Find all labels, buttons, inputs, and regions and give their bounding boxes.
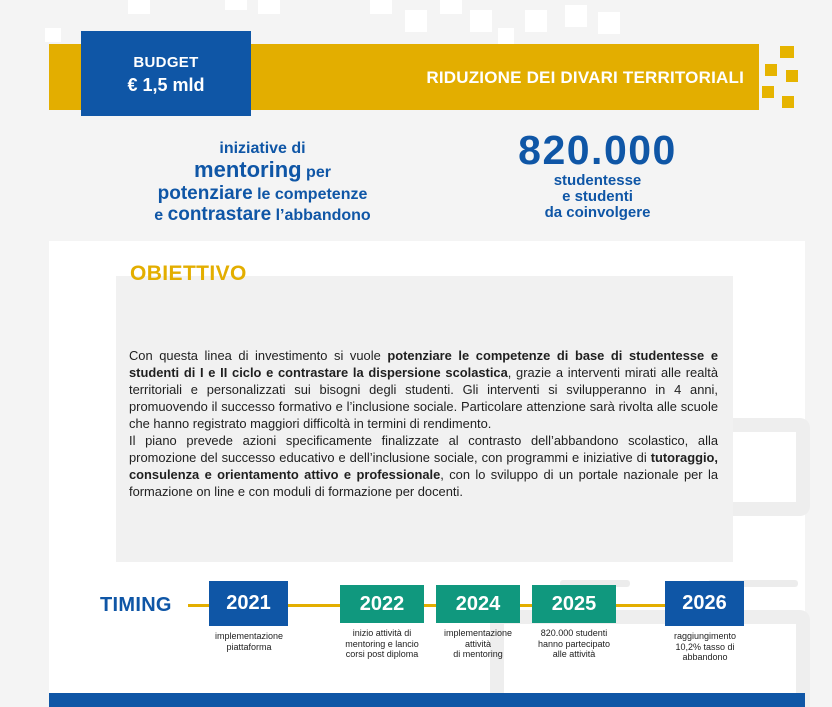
year-2026: 2026: [665, 581, 744, 626]
desc-line: piattaforma: [226, 641, 272, 652]
year-2025-desc: [524, 628, 624, 660]
desc-line: hanno partecipato: [537, 638, 611, 649]
decor-square: [498, 28, 514, 44]
intro-line: [130, 158, 395, 183]
year-2024-desc: [428, 628, 528, 660]
text-span: Il piano prevede azioni specificamente finalizzate al contrasto dell’abbandono scolastico, alla promozione del successo educativo e dell’inclusione sociale, con programmi e iniziative di: [129, 433, 718, 465]
intro-emphasis: mentoring: [194, 156, 302, 182]
decor-square: [225, 0, 247, 10]
decor-square: [405, 10, 427, 32]
decor-square: [782, 96, 794, 108]
decor-square: [780, 46, 794, 58]
stat-line: da coinvolgere: [544, 203, 651, 221]
intro-text-span: le competenze: [252, 185, 368, 203]
decor-square: [598, 12, 620, 34]
decor-square: [370, 0, 392, 14]
decor-square: [765, 64, 777, 76]
year-2024: 2024: [436, 585, 520, 623]
year-2021-desc: [199, 631, 299, 652]
year-2025: 2025: [532, 585, 616, 623]
text-span: Con questa linea di investimento si vuole: [129, 348, 388, 363]
decor-square: [786, 70, 798, 82]
decor-square: [762, 86, 774, 98]
year-2022-desc: [332, 628, 432, 660]
year-2021: 2021: [209, 581, 288, 626]
desc-line: inizio attività di: [352, 628, 412, 638]
objective-paragraph: [129, 347, 718, 432]
decor-square: [45, 28, 61, 42]
desc-line: mentoring e lancio: [345, 638, 419, 649]
desc-line: 10,2% tasso di: [675, 641, 735, 652]
decor-square: [470, 10, 492, 32]
intro-text: [130, 140, 395, 225]
stat-line: e studenti: [562, 187, 633, 205]
desc-line: 820.000 studenti: [540, 628, 608, 638]
year-2026-desc: [655, 631, 755, 663]
page-title: RIDUZIONE DEI DIVARI TERRITORIALI: [426, 68, 744, 87]
intro-text-span: l’abbandono: [271, 206, 371, 224]
students-stat: [480, 128, 715, 220]
budget-value: € 1,5 mld: [127, 75, 205, 95]
desc-line: alle attività: [552, 649, 596, 659]
budget-box: [81, 31, 251, 116]
intro-emphasis: contrastare: [167, 203, 272, 225]
decor-square: [128, 0, 150, 14]
stat-line: studentesse: [553, 172, 642, 190]
intro-line: [130, 183, 395, 204]
desc-line: abbandono: [682, 652, 728, 662]
intro-text-span: e: [154, 206, 168, 224]
intro-line: [130, 204, 395, 225]
timing-label: TIMING: [100, 594, 172, 616]
text-span: , con lo sviluppo di un portale nazionale per la formazione on line e con moduli di formazione per docenti.: [129, 467, 718, 499]
footer-bar: [49, 693, 805, 707]
objective-text: [129, 347, 718, 500]
objective-paragraph: [129, 432, 718, 500]
year-2022: 2022: [340, 585, 424, 623]
desc-line: implementazione: [443, 628, 513, 638]
text-bold: potenziare le competenze di base di studentesse e studenti di I e II ciclo e contrastare la dispersione scolastica: [129, 348, 718, 380]
desc-line: corsi post diploma: [345, 649, 419, 659]
desc-line: implementazione: [214, 631, 284, 641]
decor-square: [565, 5, 587, 27]
desc-line: di mentoring: [453, 649, 503, 659]
stat-number: 820.000: [518, 127, 677, 173]
text-span: , grazie a interventi mirati alle realtà territoriali e personalizzati sui bisogni degli studenti. Gli interventi si svilupperanno in 4 anni, promuovendo il successo formativo e l’inclusione sociale. Particolare attenzione sarà rivolta alle scuole che hanno registrato maggiori difficoltà in termini di rendimento.: [129, 365, 718, 431]
decor-square: [440, 0, 462, 14]
intro-line: iniziative di: [219, 140, 306, 157]
budget-label: BUDGET: [133, 54, 199, 71]
decor-square: [525, 10, 547, 32]
text-bold: tutoraggio, consulenza e orientamento attivo e professionale: [129, 450, 718, 482]
decor-square: [258, 0, 280, 14]
objective-title: OBIETTIVO: [130, 262, 247, 285]
intro-text-span: per: [301, 163, 331, 181]
desc-line: raggiungimento: [673, 631, 737, 641]
desc-line: attività: [464, 638, 491, 649]
intro-emphasis: potenziare: [157, 182, 253, 204]
